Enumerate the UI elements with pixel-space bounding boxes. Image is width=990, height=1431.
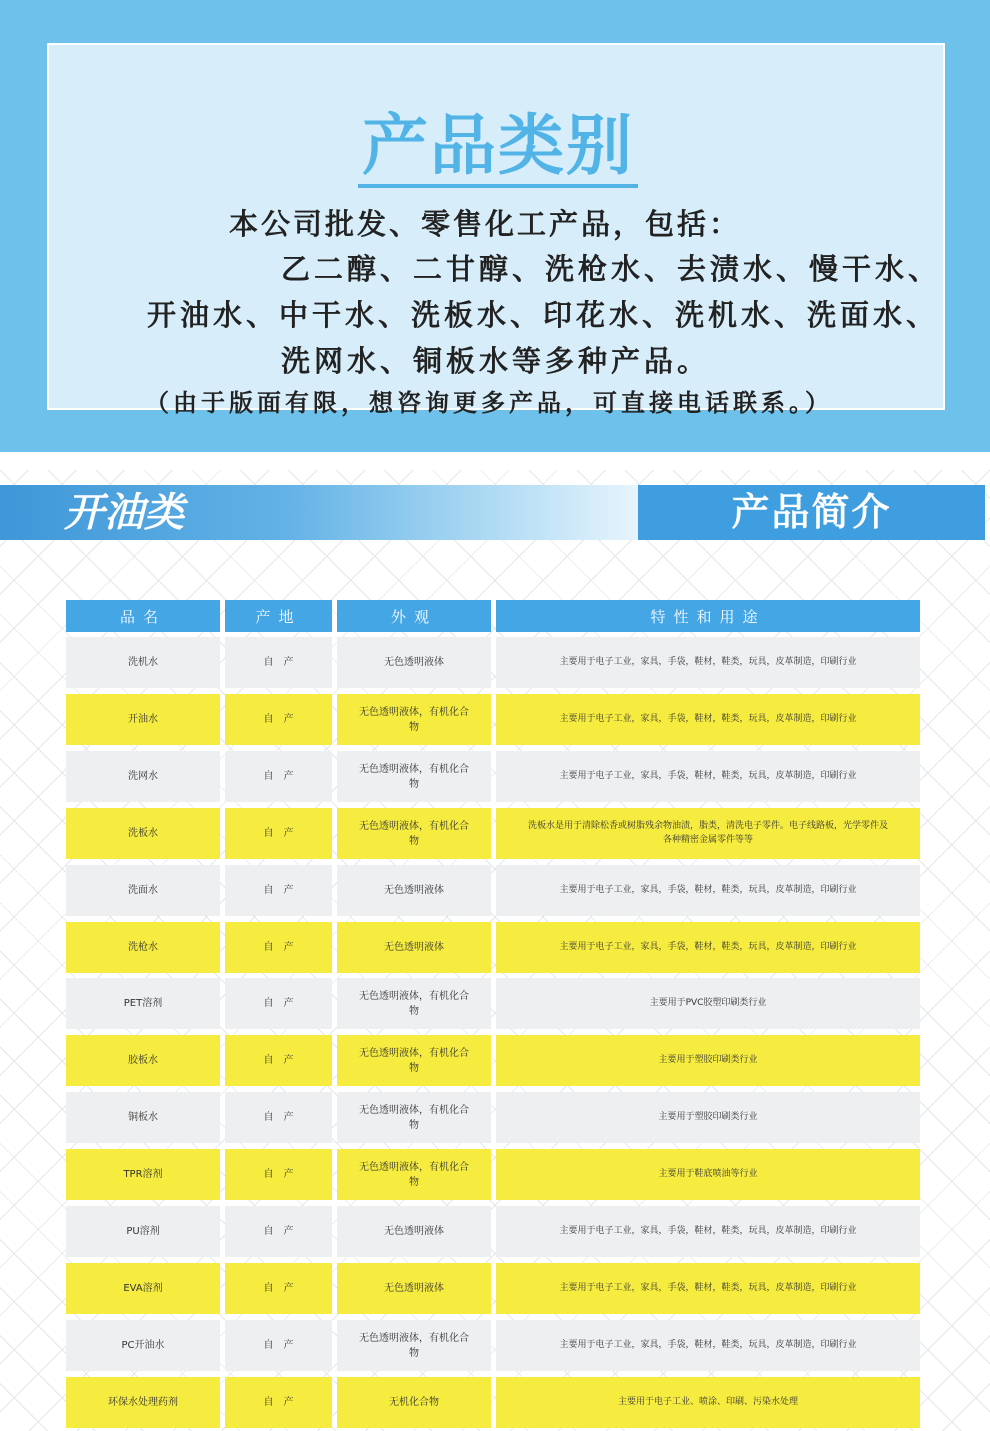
cell-appearance: 无色透明液体	[337, 637, 491, 688]
cell-appearance: 无色透明液体	[337, 865, 491, 916]
section-right-banner	[638, 485, 985, 540]
cell-appearance: 无色透明液体	[337, 1206, 491, 1257]
table-row	[66, 694, 920, 745]
header-usage: 特性和用途	[496, 600, 920, 632]
cell-name: PC开油水	[66, 1320, 220, 1371]
cell-name: 胶板水	[66, 1035, 220, 1086]
header-origin: 产地	[225, 600, 332, 632]
cell-appearance: 无色透明液体，有机化合物	[337, 751, 491, 802]
cell-origin: 自产	[225, 922, 332, 973]
cell-name: TPR溶剂	[66, 1149, 220, 1200]
cell-name: 开油水	[66, 694, 220, 745]
cell-appearance: 无色透明液体	[337, 922, 491, 973]
cell-usage: 主要用于电子工业、喷涂、印刷、污染水处理	[496, 1377, 920, 1428]
cell-origin: 自产	[225, 865, 332, 916]
cell-name: 洗枪水	[66, 922, 220, 973]
section-left-banner	[0, 485, 638, 540]
cell-usage: 主要用于塑胶印刷类行业	[496, 1035, 920, 1086]
table-row	[66, 1149, 920, 1200]
intro-note: （由于版面有限，想咨询更多产品，可直接电话联系。）	[145, 389, 833, 417]
cell-usage: 洗板水是用于清除松香或树脂残余物油渍，脂类，清洗电子零件。电子线路板，光学零件及各种精密金属零件等等	[496, 808, 920, 859]
table-header-row	[66, 600, 920, 632]
cell-usage: 主要用于电子工业，家具，手袋，鞋材，鞋类，玩具，皮革制造，印刷行业	[496, 1206, 920, 1257]
table-row	[66, 1263, 920, 1314]
cell-usage: 主要用于PVC胶塑印刷类行业	[496, 978, 920, 1029]
intro-panel	[47, 43, 945, 417]
header-appearance: 外观	[337, 600, 491, 632]
table-row	[66, 808, 920, 859]
cell-origin: 自产	[225, 1092, 332, 1143]
cell-name: 铜板水	[66, 1092, 220, 1143]
cell-appearance: 无色透明液体，有机化合物	[337, 1092, 491, 1143]
table-row	[66, 865, 920, 916]
cell-appearance: 无色透明液体，有机化合物	[337, 1149, 491, 1200]
cell-appearance: 无色透明液体，有机化合物	[337, 1035, 491, 1086]
cell-origin: 自产	[225, 1035, 332, 1086]
table-row	[66, 978, 920, 1029]
cell-usage: 主要用于电子工业，家具，手袋，鞋材，鞋类，玩具，皮革制造，印刷行业	[496, 637, 920, 688]
cell-usage: 主要用于电子工业，家具，手袋，鞋材，鞋类，玩具，皮革制造，印刷行业	[496, 1320, 920, 1371]
cell-appearance: 无色透明液体，有机化合物	[337, 694, 491, 745]
cell-appearance: 无机化合物	[337, 1377, 491, 1428]
cell-name: 洗机水	[66, 637, 220, 688]
table-row	[66, 751, 920, 802]
cell-name: EVA溶剂	[66, 1263, 220, 1314]
cell-usage: 主要用于电子工业，家具，手袋，鞋材，鞋类，玩具，皮革制造，印刷行业	[496, 922, 920, 973]
cell-origin: 自产	[225, 978, 332, 1029]
cell-name: PU溶剂	[66, 1206, 220, 1257]
table-row	[66, 1320, 920, 1371]
table-row	[66, 1092, 920, 1143]
cell-origin: 自产	[225, 1149, 332, 1200]
cell-usage: 主要用于电子工业，家具，手袋，鞋材，鞋类，玩具，皮革制造，印刷行业	[496, 751, 920, 802]
cell-appearance: 无色透明液体，有机化合物	[337, 1320, 491, 1371]
cell-origin: 自产	[225, 1320, 332, 1371]
intro-line-2: 乙二醇、二甘醇、洗枪水、去渍水、慢干水、	[281, 252, 942, 286]
intro-line-1: 本公司批发、零售化工产品，包括：	[229, 207, 742, 241]
divider-strip	[0, 452, 990, 470]
table-row	[66, 1035, 920, 1086]
table-row	[66, 637, 920, 688]
cell-appearance: 无色透明液体，有机化合物	[337, 808, 491, 859]
table-row	[66, 1377, 920, 1428]
section-category-title: 开油类	[64, 490, 184, 536]
table-row	[66, 1206, 920, 1257]
cell-name: 洗网水	[66, 751, 220, 802]
section-bar	[0, 485, 985, 540]
cell-usage: 主要用于鞋底喷油等行业	[496, 1149, 920, 1200]
cell-usage: 主要用于电子工业，家具，手袋，鞋材，鞋类，玩具，皮革制造，印刷行业	[496, 865, 920, 916]
section-intro-title: 产品简介	[731, 490, 892, 534]
cell-usage: 主要用于电子工业，家具，手袋，鞋材，鞋类，玩具，皮革制造，印刷行业	[496, 694, 920, 745]
cell-origin: 自产	[225, 1263, 332, 1314]
cell-origin: 自产	[225, 1377, 332, 1428]
cell-origin: 自产	[225, 808, 332, 859]
intro-line-4: 洗网水、铜板水等多种产品。	[281, 344, 711, 378]
cell-usage: 主要用于塑胶印刷类行业	[496, 1092, 920, 1143]
cell-name: 洗面水	[66, 865, 220, 916]
cell-name: 环保水处理药剂	[66, 1377, 220, 1428]
cell-origin: 自产	[225, 637, 332, 688]
cell-origin: 自产	[225, 751, 332, 802]
cell-usage: 主要用于电子工业，家具，手袋，鞋材，鞋类，玩具，皮革制造，印刷行业	[496, 1263, 920, 1314]
cell-appearance: 无色透明液体	[337, 1263, 491, 1314]
cell-name: PET溶剂	[66, 978, 220, 1029]
cell-origin: 自产	[225, 1206, 332, 1257]
intro-line-3: 开油水、中干水、洗板水、印花水、洗机水、洗面水、	[147, 298, 940, 332]
intro-title: 产品类别	[49, 113, 947, 179]
cell-name: 洗板水	[66, 808, 220, 859]
cell-appearance: 无色透明液体，有机化合物	[337, 978, 491, 1029]
cell-origin: 自产	[225, 694, 332, 745]
header-name: 品名	[66, 600, 220, 632]
table-row	[66, 922, 920, 973]
